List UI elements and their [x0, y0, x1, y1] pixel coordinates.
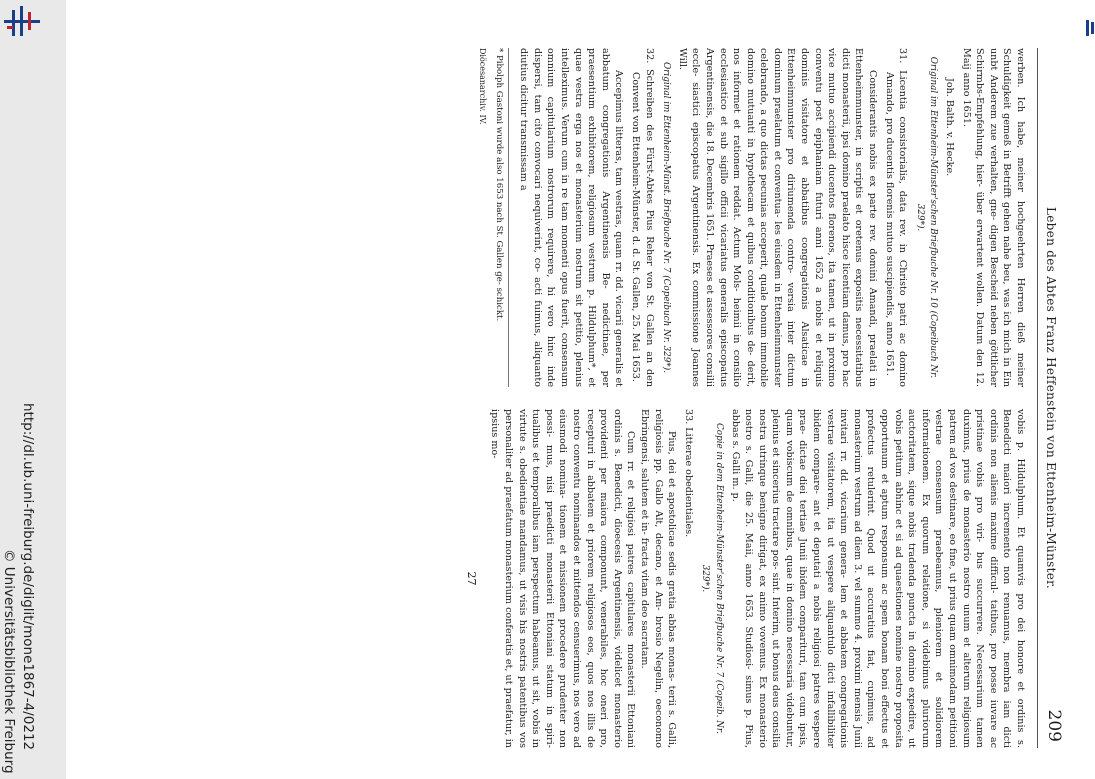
source-note: Copie in dem Ettenheim-Münster'schen Briefbuche Nr. 7 (Copeib. Nr. 329*).	[700, 423, 724, 734]
paragraph: Considerantis nobis ex parte rev. domini Amandi, praelati in Ettenheimmunster, in scriptis et oretenus expositis necessitatibus dicti monasterii, ipsi domino praelato hisce licentiam damus, pro hac vice mutuo accipiendi ducentos florenos, ita tamen, ut in proximo conventu post epiphaniam futuri anni 1652 a nobis et reliquis dominis visitatore et abbatibus congregationis Alsaticae in Ettenheimmunster pro diriumenda contro- versia inter dictum dominum praelatum et conventua- les eiusdem in Ettenheimmunster celebrando, a quo dictas pecunias acceperit, quale bonum immobile domino mutuanti in hypothecam et quibus conditionibus de- derit, nos informet et rationem reddat. Actum Mols- heimii in consilio ecclesiastico et sub sigillo officii vicariatus generalis episcopatus Argentinensis, die 18. Decembris 1651. Praeses et assessores consilii eccle- siastici episcopatus Argentinensis. Ex commissione Joannes Will.	[676, 48, 879, 387]
paragraph: Pius, dei et apostolicae sedis gratia abbas monas- terii s. Galli, religiosis pp. Gallo Alt, decano, et Am- brosio Negelin, oeconomo Ebringensi, salutem et in- fracta vitam deo sacratam.	[638, 409, 678, 748]
page-number: 209	[1044, 709, 1064, 742]
running-head	[1037, 48, 1064, 748]
copyright-notice: © Universitätsbibliothek Freiburg	[1, 549, 17, 774]
book-page	[250, 48, 1064, 748]
folio: 27	[464, 571, 478, 586]
left-column	[464, 48, 1027, 387]
library-logo-icon[interactable]	[4, 6, 40, 36]
source-note: Original im Ettenheim-Münst. Briefbuche Nr. 7 (Copeibuch Nr. 329*).	[661, 62, 672, 373]
running-title: Leben des Abtes Franz Heffenstein von Ettenheim-Münster.	[1044, 207, 1058, 589]
paragraph: Cum rr. et religiosi patres capitulares monasterii Ettoniani ordinis s. Benedicti, dioecesis Argentinensis, videlicet monasterio providenti per maiora componunt, venerabiles, hoc oneri pro, recepturi in abbatem et priorem religiosos eos, quos nos illis de nostro conventu nominandos et mittendos censuerimus, nos vero ad eiusmodi nomina- tionem et missionem procedere prudenter non possi- mus, nisi praedicti monasterii Ettoniani statum in spiri- tualibus et temporalibus iam perspectum habeamus, ut sit, vobis in virtute s. obedientiae mandamus, ut visis his nostris patentibus vos personaliter ad praefatum monasterium conferatis et, ut praefatur, in ipsius mo-	[489, 409, 637, 748]
digitization-url[interactable]: http://dl.ub.uni-freiburg.de/diglit/mone1867-4/0212	[20, 403, 36, 751]
paragraph: werben. Ich habe, meiner hochgeehrten Herren dieß meiner Schuldigkeit gemeß in Betrifft gehen nahe beu, was ich mich in Ein unbt Anderem zue verhalten, gne- digen Bescheid neben göttlicher Schirmbs-Empfehlung, hier- über erwartent wollen. Datum den 12. Maij anno 1651.	[960, 48, 1026, 387]
source-note: Original im Ettenheim-Münster'schen Briefbuche Nr. 10 (Copeibuch Nr. 329*).	[914, 56, 939, 379]
paragraph: Accepimus litteras, tam vestras, quam rr. dd. vicarii generalis et abbatum congregationis Argentinensis Be- nedictinae, per praesentium exhibitorem, religiosum vestrum p. Hildulphum*, et quae vestra erga nos et monasterium nostrum sit petitio, plenius intelleximus. Verum cum in re tam momenti opus fuerit, consensum omnium capitularium nostrorum requirere, hi vero hinc inde dispersi, tam cito convocari nequiverint, co- acti fuimus, aliquanto diutius dicitur transmissam a	[518, 48, 625, 387]
document-heading: 33. Litterae obedientiales.	[682, 409, 694, 538]
paragraph: vobis p. Hildulphum. Et quamvis pro dei honore et ordinis s. Benedicti maiori incremento non renuamus, membra iam dicti ordinis non alienis maxime difficul- tatibus, pro posse iuvare ac pristinae vobis pro viri- bus succurrere. Necessarium tamen duximus, prius de monasterio nostro unum et alterum religiosum patrem ad vos destinare, eo fine, ut prius quam omnimodam petitioni vestrae consensum praebeamus, pleniorem et solidiorem informationem. Ex quorum relatione, si videbimus pluriorum auctoritatem, sique nobis tradenda puncta in domino expedire, ut vobis petitum abhinc et si ad quaestiones nomine nostro proposita opportunum et aptum responsum ac spem bonam boni effectus et profectus retulerint. Quod ut accuratius fiat, cupimus, ad monasterium vestrum ad diem 3. vel summo 4. proximi mensis Junii invitari rr. dd. vicarium genera- lem et abbatem congregationis vestrae visitatorem, ita ut vespere aliquantulo dicti infallibiliter ibidem compare- ant et deputati a nobis religiosi patres vespere prae- dictae diei tertiae Junii ibidem comparituri, tam cum ipsis, quam vobiscum de omnibus, quae in domino necessaria videbuntur, plenius et sincerius tractare pos- sint. Interim, ut bonus deus consilia nostra utrinque benigne dirigat, ex animo vovemus. Ex monasterio nostro s. Galli, die 25. Maii, anno 1653. Studiosi- simus p. Pius, abbas s. Galli m. p.	[729, 409, 1026, 748]
right-column	[464, 409, 1027, 748]
logo-fragment-icon	[1086, 20, 1095, 36]
document-heading: 31. Licentia consistorialis, data rev. in Christo patri ac domino Amando, pro ducentis florenis mutuo suscipiendis, anno 1651.	[883, 48, 909, 387]
footnote: * Pibolph Gastoni wurde also 1653 nach St. Gallen ge- schickt.	[491, 48, 509, 387]
document-heading: 32. Schreiben des Fürst-Abtes Pius Reher von St. Gallen an den Convent von Ettenheim-Münster, d. d. St. Gallen, 25. Mai 1653.	[629, 48, 655, 387]
signature: Joh. Balth. v. Hecke.	[944, 78, 956, 177]
signature-mark: Diöcesanarchiv. IV.	[478, 48, 488, 125]
